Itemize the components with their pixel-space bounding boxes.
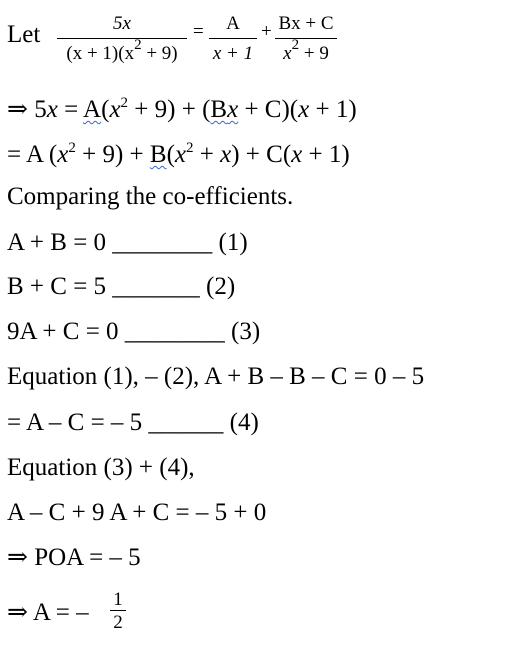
expansion-line-1: ⇒ $5x = A(x^2 + 9) + (Bx + C)(x + 1)$ — [7, 95, 357, 123]
final-answer: ⇒ A = – — [7, 599, 89, 626]
term1-fraction — [209, 10, 257, 69]
term2-numerator: Bx + C — [278, 13, 334, 34]
expansion-line-2: = A $(x^2 + 9) + B(x^2 + x) + C(x + 1)$ — [7, 140, 350, 168]
equation-3: 9A + C = 0 ________ (3) — [7, 318, 261, 345]
partial-fraction-equation — [7, 10, 517, 70]
equation-sum: A – C + 9 A + C = – 5 + 0 — [7, 499, 267, 526]
term2-fraction — [275, 10, 337, 69]
equation-1: A + B = 0 ________ (1) — [7, 229, 248, 256]
term1-numerator: A — [226, 13, 240, 34]
equals-sign: = — [193, 21, 204, 42]
equation-poa: ⇒ POA = – 5 — [7, 544, 141, 571]
text-line-add: Equation (3) + (4), — [7, 454, 195, 481]
term1-denominator: x + 1 — [212, 43, 254, 64]
equation-subtract: Equation (1), – (2), A + B – B – C = 0 – 5 — [7, 363, 425, 390]
equation-2: B + C = 5 _______ (2) — [7, 273, 236, 300]
final-fraction: 1 2 — [110, 590, 126, 635]
text-line-comparing: Comparing the co-efficients. — [7, 183, 294, 210]
let-label: Let — [7, 21, 41, 48]
equation-4: = A – C = – 5 ______ (4) — [7, 409, 259, 436]
term2-denominator: $x^2 + 9$ — [283, 37, 329, 64]
lhs-numerator: 5x — [113, 13, 131, 34]
lhs-fraction — [57, 10, 187, 69]
lhs-denominator: $(x + 1)(x^2 + 9)$ — [66, 37, 178, 64]
plus-sign: + — [261, 21, 272, 42]
